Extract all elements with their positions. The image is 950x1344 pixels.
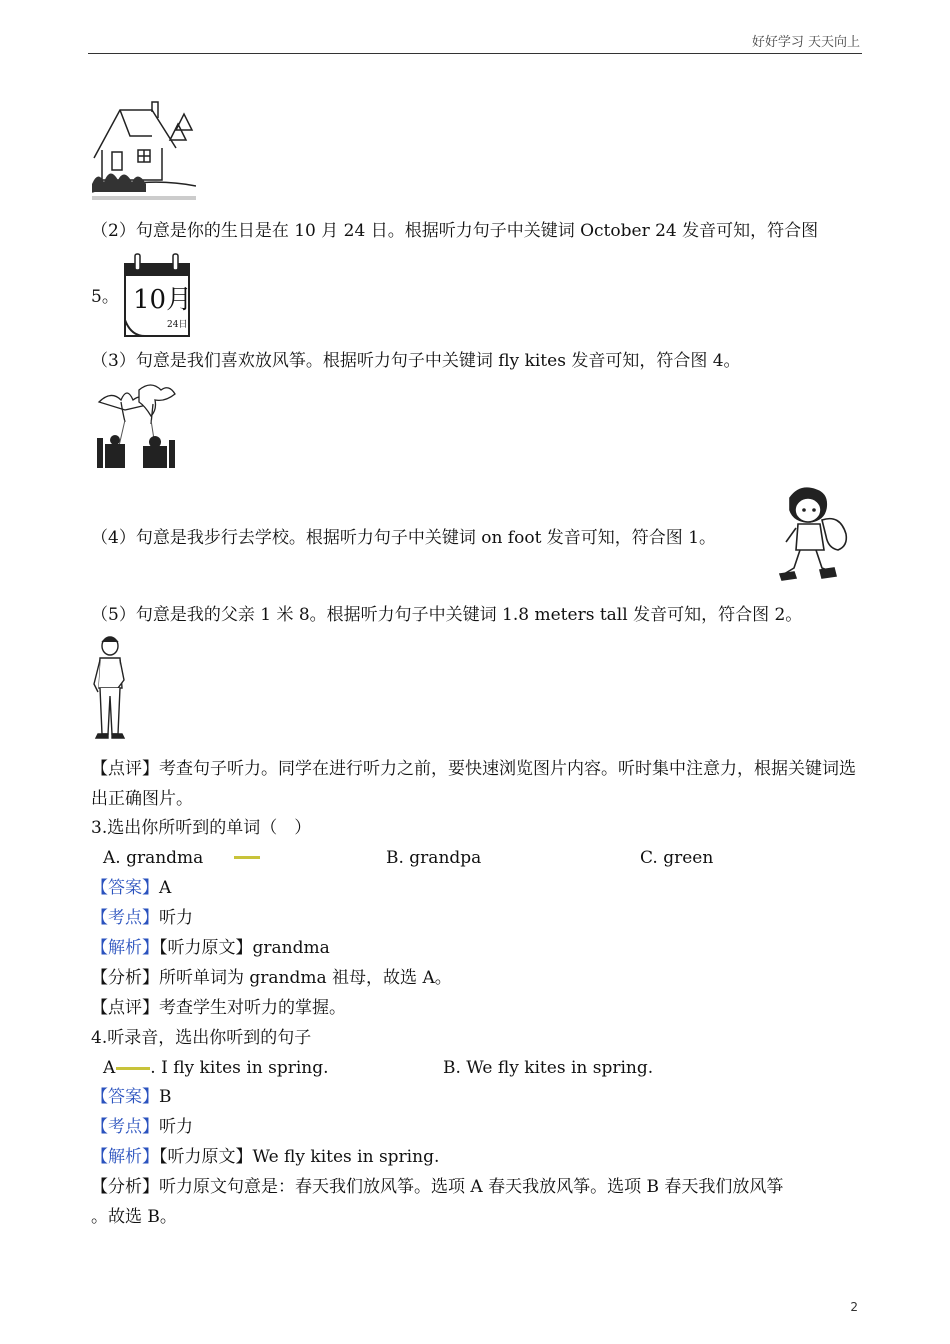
q4-option-a-text: . I fly kites in spring.: [150, 1058, 329, 1078]
answer-label: 【答案】: [91, 878, 159, 898]
q4-option-a: [103, 1057, 329, 1079]
house-picture: [92, 100, 196, 200]
answer-value: A: [159, 878, 172, 898]
question-4-title: 4.听录音，选出你听到的句子: [91, 1028, 312, 1048]
parse-label: 【解析】: [91, 1147, 159, 1167]
q4-analysis-end: 。故选 B。: [91, 1207, 177, 1227]
parse-value: 【听力原文】We fly kites in spring.: [159, 1147, 440, 1167]
q4-option-a-letter: A: [103, 1058, 116, 1078]
parse-label: 【解析】: [91, 938, 159, 958]
calendar-day: 24日: [167, 320, 188, 330]
boy-walking-picture: [776, 484, 854, 584]
q3-analysis: 【分析】所听单词为 grandma 祖母，故选 A。: [91, 968, 452, 988]
answer-label: 【答案】: [91, 1087, 159, 1107]
analysis-item-5: （5）句意是我的父亲 1 米 8。根据听力句子中关键词 1.8 meters tall 发音可知，符合图 2。: [91, 605, 803, 625]
calendar-picture: [121, 250, 193, 338]
q3-parse: [91, 937, 330, 959]
answer-value: B: [159, 1087, 172, 1107]
q3-comment: 【点评】考查学生对听力的掌握。: [91, 998, 346, 1018]
q4-analysis: 【分析】听力原文句意是：春天我们放风筝。选项 A 春天我放风筝。选项 B 春天我们放风筝: [91, 1177, 784, 1197]
analysis-comment: 【点评】考查句子听力。同学在进行听力之前，要快速浏览图片内容。听时集中注意力，根据关键词选出正确图片。: [91, 759, 856, 809]
q3-answer: [91, 877, 171, 899]
analysis-item-2-end: 5。: [91, 287, 119, 307]
q4-parse: [91, 1146, 439, 1168]
q4-option-b: B. We fly kites in spring.: [443, 1058, 654, 1078]
analysis-item-4: （4）句意是我步行去学校。根据听力句子中关键词 on foot 发音可知，符合图 1。: [91, 528, 717, 548]
parse-value: 【听力原文】grandma: [159, 938, 330, 958]
q4-point: [91, 1116, 193, 1138]
calendar-month: 10月: [133, 285, 193, 315]
page-number: 2: [850, 1300, 858, 1314]
question-3-title: 3.选出你所听到的单词（ ）: [91, 818, 312, 838]
analysis-item-2: （2）句意是你的生日是在 10 月 24 日。根据听力句子中关键词 October 24 发音可知，符合图: [91, 221, 819, 241]
point-label: 【考点】: [91, 908, 159, 928]
q3-option-b: B. grandpa: [386, 848, 482, 868]
analysis-item-3: （3）句意是我们喜欢放风筝。根据听力句子中关键词 fly kites 发音可知，符合图 4。: [91, 351, 741, 371]
q4-answer: [91, 1086, 172, 1108]
highlight-mark: [234, 856, 260, 859]
header-rule: [88, 53, 862, 54]
highlight-mark: [116, 1067, 150, 1070]
header-slogan: 好好学习 天天向上: [751, 35, 860, 50]
kite-picture: [95, 380, 177, 468]
tall-man-picture: [90, 634, 130, 740]
q3-option-c: C. green: [640, 848, 714, 868]
q3-point: [91, 907, 193, 929]
q3-option-a: A. grandma: [103, 848, 204, 868]
point-value: 听力: [159, 1117, 193, 1137]
point-value: 听力: [159, 908, 193, 928]
point-label: 【考点】: [91, 1117, 159, 1137]
